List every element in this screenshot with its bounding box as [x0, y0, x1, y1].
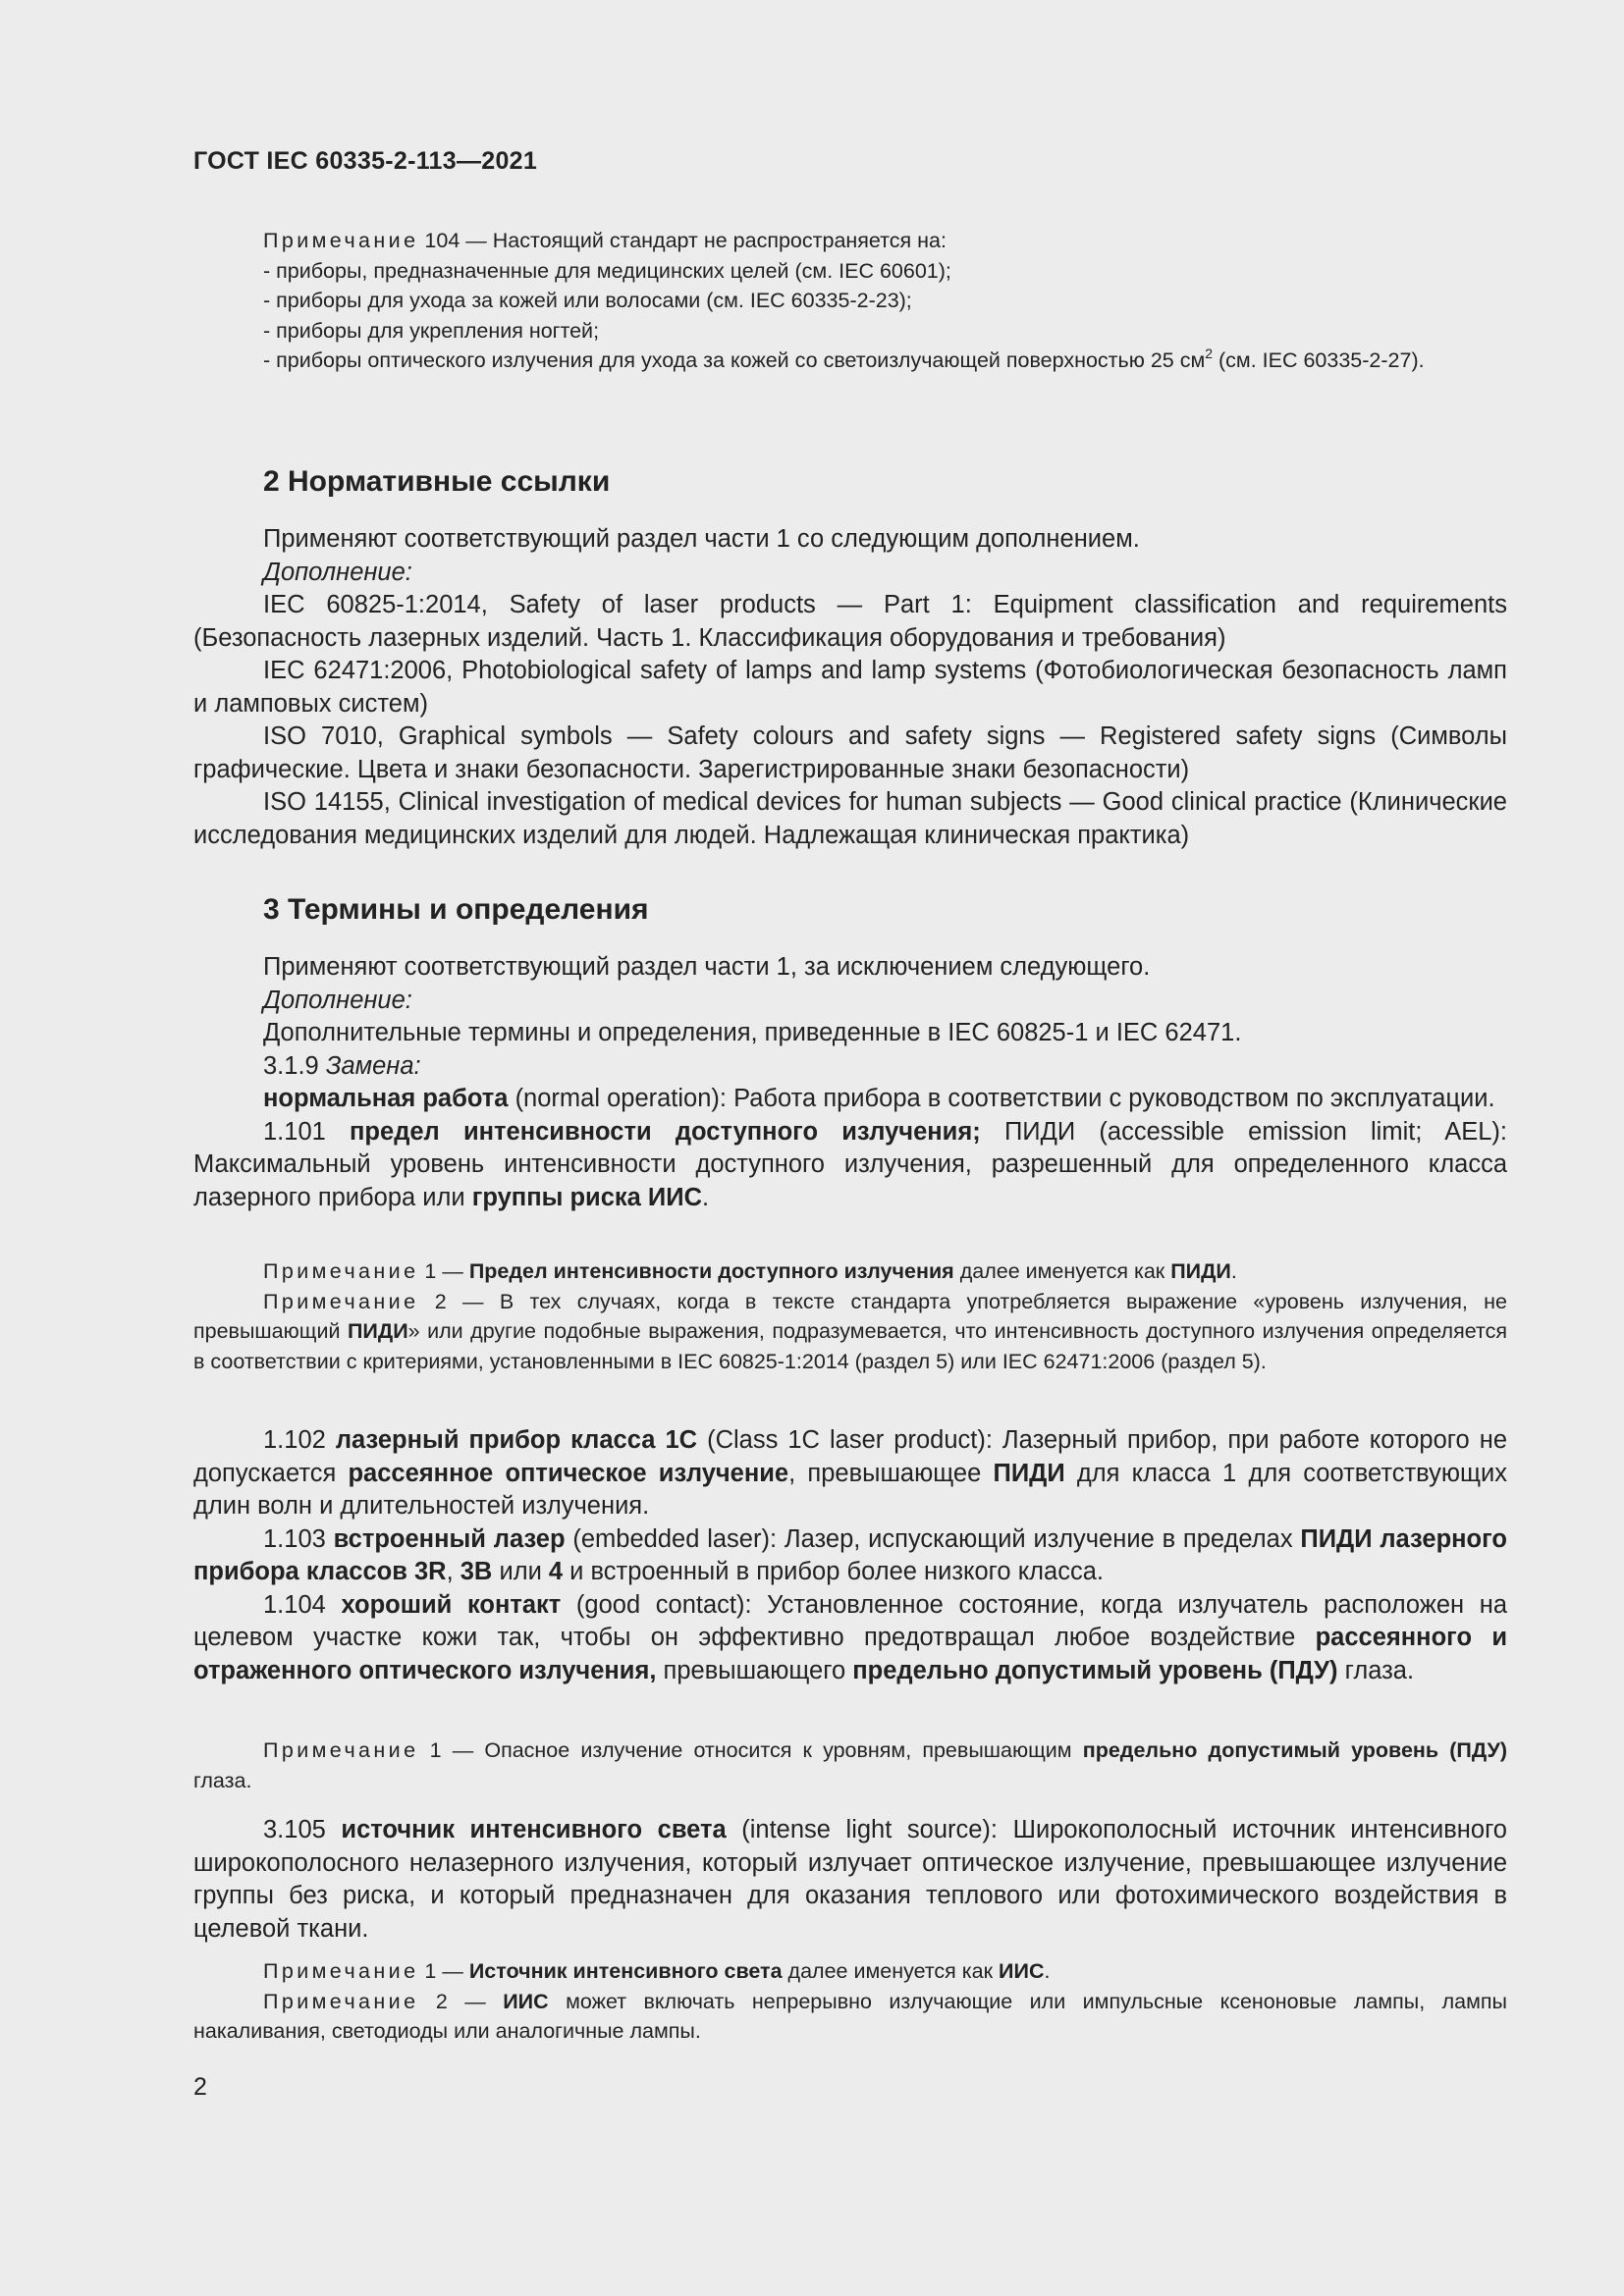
- standard-header: ГОСТ IEC 60335-2-113—2021: [193, 147, 538, 175]
- addition-label: Дополнение:: [263, 558, 412, 586]
- note: Примечание 1 — Опасное излучение относится к уровням, превышающим предельно допустимый уровень (ПДУ) глаза.: [193, 1738, 1507, 1792]
- page-number: 2: [193, 2073, 207, 2101]
- normative-reference: ISO 7010, Graphical symbols — Safety colours and safety signs — Registered safety signs (Символы графические. Цвета и знаки безопасности. Зарегистрированные знаки безопасности): [193, 722, 1507, 783]
- section-2-body: [193, 523, 1507, 852]
- note-104: Примечание 104 — Настоящий стандарт не распространяется на: - приборы, предназначенные для медицинских целей (см. IEC 60601); - приборы для ухода за кожей или волосами (см. IEC 60335-2-23); - приборы для укрепления ногтей; - приборы оптического излучения для ухода за кожей со светоизлучающей поверхностью 25 $см^2$ (см. IEC 60335-2-27).: [193, 226, 1507, 376]
- note: Примечание 1 — Предел интенсивности доступного излучения далее именуется как ПИДИ.: [263, 1259, 1237, 1283]
- section-3-title: 3 Термины и определения: [263, 893, 649, 926]
- list-item: - приборы для ухода за кожей или волосами (см. IEC 60335-2-23);: [263, 289, 912, 312]
- note: Примечание 2 — В тех случаях, когда в тексте стандарта употребляется выражение «уровень излучения, не превышающий ПИДИ» или другие подобные выражения, подразумевается, что интенсивность доступного излучения определяется в соответствии с критериями, установленными в IEC 60825-1:2014 (раздел 5) или IEC 62471:2006 (раздел 5).: [193, 1289, 1507, 1373]
- paragraph: Применяют соответствующий раздел части 1, за исключением следующего.: [263, 953, 1151, 981]
- term-definition: 3.105 источник интенсивного света (intense light source): Широкополосный источник интенсивного широкополосного нелазерного излучения, который излучает оптическое излучение, превышающее излучение группы без риска, и который предназначен для оказания теплового или фотохимического воздействия в целевой ткани.: [193, 1816, 1507, 1943]
- note-label: Примечание: [263, 229, 419, 252]
- term-definition: 1.102 лазерный прибор класса 1С (Class 1C laser product): Лазерный прибор, при работе которого не допускается рассеянное оптическое излучение, превышающее ПИДИ для класса 1 для соответствующих длин волн и длительностей излучения.: [193, 1426, 1508, 1520]
- note: Примечание 1 — Источник интенсивного света далее именуется как ИИС.: [263, 1959, 1051, 1983]
- term-1104-note: [193, 1735, 1507, 1795]
- term-3105-notes: [193, 1956, 1507, 2047]
- normative-reference: IEC 60825-1:2014, Safety of laser products — Part 1: Equipment classification and requirements (Безопасность лазерных изделий. Часть 1. Классификация оборудования и требования): [193, 591, 1507, 652]
- term-definition: 1.101 предел интенсивности доступного излучения; ПИДИ (accessible emission limit; AEL): Максимальный уровень интенсивности доступного излучения, разрешенный для определенного класса лазерного прибора или группы риска ИИС.: [193, 1117, 1507, 1211]
- term-definition: 1.104 хороший контакт (good contact): Установленное состояние, когда излучатель расположен на целевом участке кожи так, чтобы он эффективно предотвращал любое воздействие рассеянного и отраженного оптического излучения, превышающего предельно допустимый уровень (ПДУ) глаза.: [193, 1590, 1508, 1684]
- section-3-body: [193, 951, 1507, 1214]
- list-item: - приборы для укрепления ногтей;: [263, 318, 600, 343]
- terms-1102-1104: [193, 1424, 1507, 1687]
- normative-reference: ISO 14155, Clinical investigation of medical devices for human subjects — Good clinical practice (Клинические исследования медицинских изделий для людей. Надлежащая клиническая практика): [193, 788, 1507, 849]
- list-item: - приборы, предназначенные для медицинских целей (см. IEC 60601);: [263, 258, 951, 283]
- term-definition: нормальная работа (normal operation): Работа прибора в соответствии с руководством по эксплуатации.: [263, 1085, 1495, 1112]
- paragraph: Применяют соответствующий раздел части 1 со следующим дополнением.: [263, 525, 1140, 553]
- normative-reference: IEC 62471:2006, Photobiological safety of lamps and lamp systems (Фотобиологическая безопасность ламп и ламповых систем): [193, 657, 1507, 718]
- term-number: 3.1.9 Замена:: [263, 1051, 421, 1080]
- section-2-title: 2 Нормативные ссылки: [263, 465, 611, 498]
- addition-label: Дополнение:: [263, 986, 412, 1014]
- paragraph: Дополнительные термины и определения, приведенные в IEC 60825-1 и IEC 62471.: [263, 1019, 1242, 1046]
- term-1101-notes: [193, 1256, 1507, 1376]
- list-item: - приборы оптического излучения для ухода за кожей со светоизлучающей поверхностью 25 $см^2$ (см. IEC 60335-2-27).: [263, 346, 1425, 372]
- term-definition: 1.103 встроенный лазер (embedded laser): Лазер, испускающий излучение в пределах ПИДИ лазерного прибора классов 3R, 3B или 4 и встроенный в прибор более низкого класса.: [193, 1524, 1507, 1585]
- term-3105: [193, 1814, 1507, 1946]
- note: Примечание 2 — ИИС может включать непрерывно излучающие или импульсные ксеноновые лампы, лампы накаливания, светодиоды или аналогичные лампы.: [193, 1989, 1507, 2043]
